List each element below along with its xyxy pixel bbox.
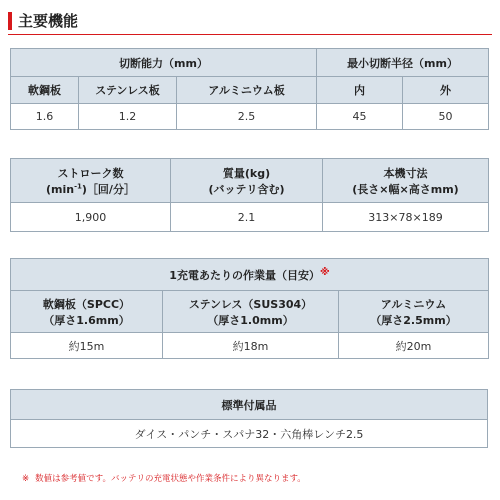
footnote-mark: ※ (319, 266, 330, 278)
weight-header (171, 159, 323, 203)
stroke-header (11, 159, 171, 203)
page-title: 主要機能 (18, 12, 79, 30)
weight-value: 2.1 (171, 203, 323, 232)
aluminum-work-header (339, 291, 489, 333)
soft-steel-work-line2: （厚さ1.6mm） (43, 313, 130, 327)
stainless-work-line1: ステンレス（SUS304） (188, 297, 313, 311)
stroke-header-line1: ストローク数 (57, 166, 124, 180)
stroke-value: 1,900 (11, 203, 171, 232)
aluminum-work-value: 約20m (339, 333, 489, 359)
soft-steel-value: 1.6 (11, 104, 79, 130)
aluminum-value: 2.5 (177, 104, 317, 130)
stainless-work-line2: （厚さ1.0mm） (207, 313, 294, 327)
soft-steel-work-line1: 軟鋼板（SPCC） (42, 297, 131, 311)
title-accent-bar (8, 12, 12, 30)
footnote-mark-bottom: ※ (22, 474, 30, 484)
stroke-unit-prefix: (min (46, 182, 75, 196)
aluminum-work-line1: アルミニウム (380, 297, 447, 311)
footnote (22, 472, 306, 484)
accessories-table (10, 389, 488, 448)
min-radius-group-header: 最小切断半径（mm） (317, 49, 489, 77)
soft-steel-header: 軟鋼板 (11, 77, 79, 104)
aluminum-header: アルミニウム板 (177, 77, 317, 104)
inner-radius-value: 45 (317, 104, 403, 130)
title-underline (8, 34, 492, 35)
dimensions-header-line1: 本機寸法 (383, 166, 428, 180)
accessories-header: 標準付属品 (11, 390, 488, 420)
stroke-unit-exponent: -1 (74, 181, 82, 190)
stainless-work-value: 約18m (163, 333, 339, 359)
stroke-unit-suffix: )［回/分］ (81, 182, 135, 196)
stainless-value: 1.2 (79, 104, 177, 130)
outer-radius-value: 50 (403, 104, 489, 130)
inner-radius-header: 内 (317, 77, 403, 104)
soft-steel-work-header (11, 291, 163, 333)
work-per-charge-header (11, 259, 489, 291)
specs-table (10, 158, 489, 232)
cutting-capacity-table (10, 48, 489, 130)
stroke-header-line2 (11, 181, 170, 197)
outer-radius-header: 外 (403, 77, 489, 104)
section-header (8, 10, 492, 32)
accessories-value: ダイス・パンチ・スパナ32・六角棒レンチ2.5 (11, 420, 488, 448)
stainless-work-header (163, 291, 339, 333)
dimensions-value: 313×78×189 (323, 203, 489, 232)
work-per-charge-table (10, 258, 489, 359)
stainless-header: ステンレス板 (79, 77, 177, 104)
weight-header-line2: (バッテリ含む) (208, 182, 285, 196)
dimensions-header (323, 159, 489, 203)
soft-steel-work-value: 約15m (11, 333, 163, 359)
aluminum-work-line2: （厚さ2.5mm） (370, 313, 457, 327)
weight-header-line1: 質量(kg) (222, 166, 271, 180)
footnote-text: 数値は参考値です。バッテリの充電状態や作業条件により異なります。 (35, 474, 306, 484)
cut-capacity-group-header: 切断能力（mm） (11, 49, 317, 77)
dimensions-header-line2: (長さ×幅×高さmm) (352, 182, 459, 196)
work-per-charge-title: 1充電あたりの作業量（目安） (169, 268, 320, 282)
